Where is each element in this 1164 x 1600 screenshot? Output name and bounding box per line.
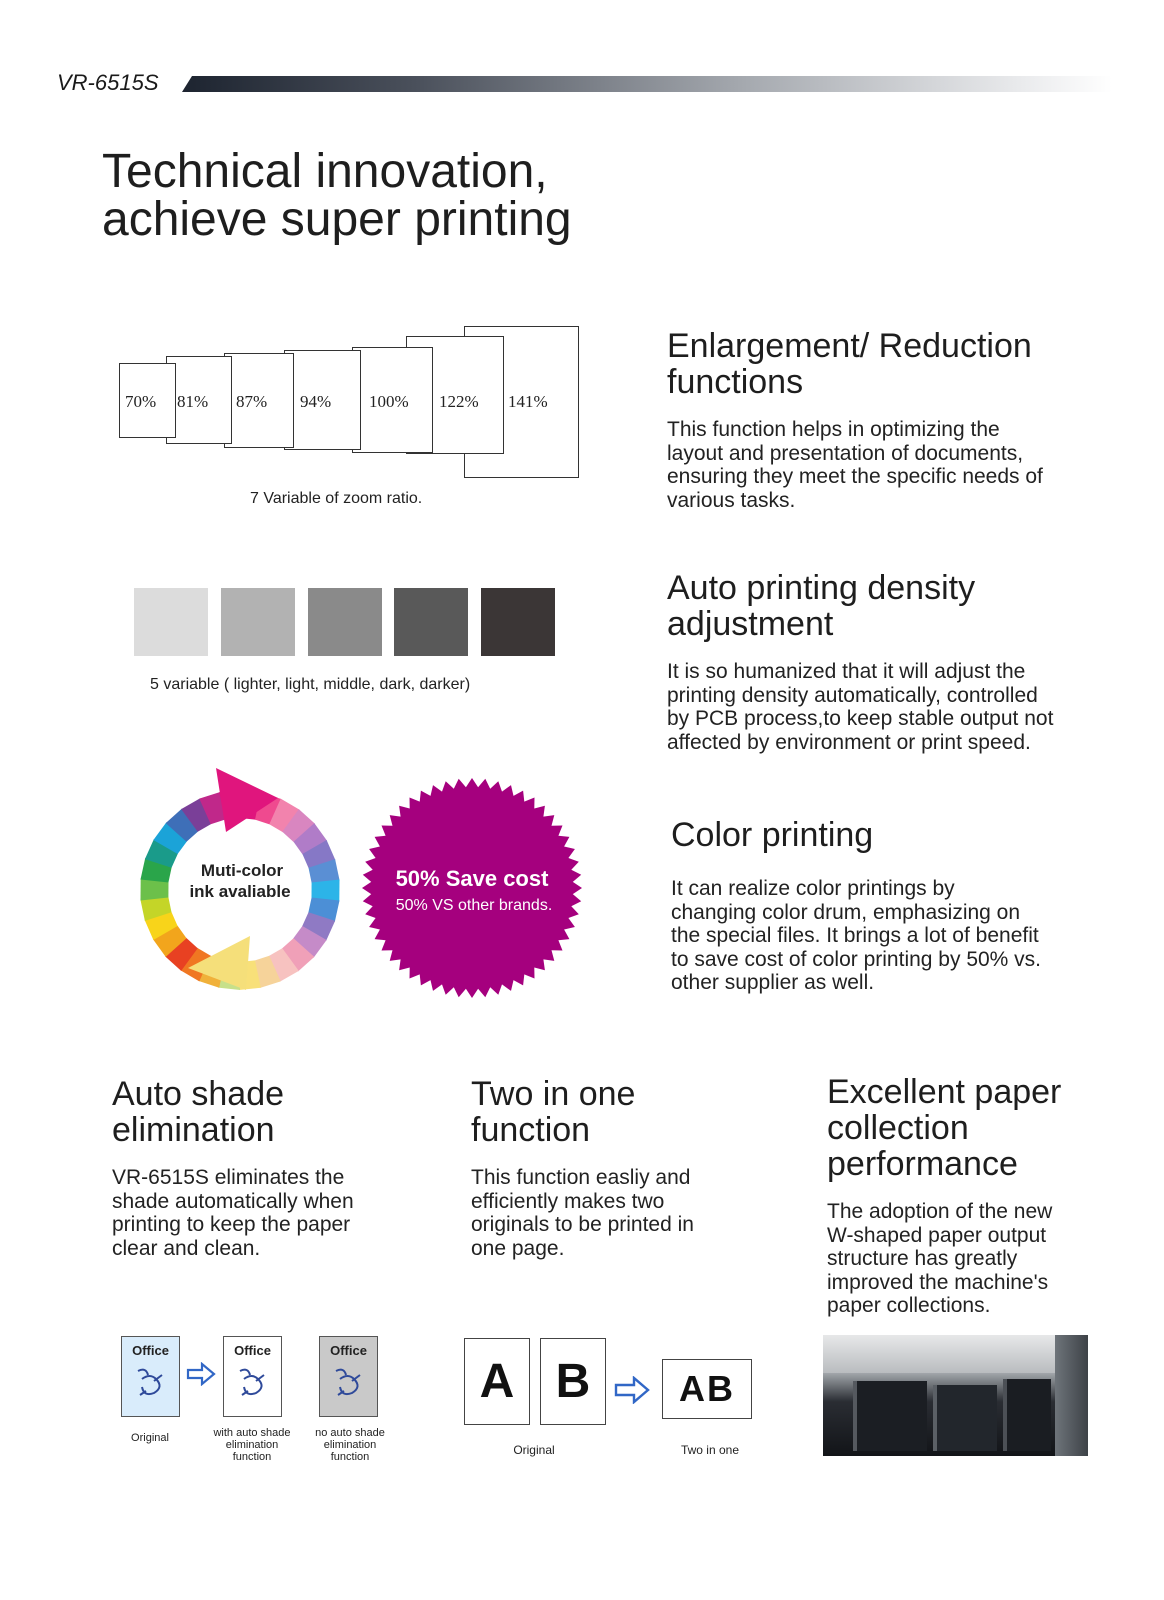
twoinone-body-line: efficiently makes two <box>471 1189 665 1213</box>
color-body-line: to save cost of color printing by 50% vs. <box>671 947 1042 971</box>
office-label: Office <box>330 1343 367 1358</box>
enlargement-title-line-1: Enlargement/ Reduction <box>667 327 1032 365</box>
office-label: Office <box>132 1343 169 1358</box>
shade-title-line-1: Auto shade <box>112 1075 285 1113</box>
enlargement-body-line: layout and presentation of documents, <box>667 441 1024 465</box>
shade-body-line: printing to keep the paper <box>112 1213 351 1236</box>
paper-title <box>827 1074 1061 1182</box>
color-title-line-1: Color printing <box>671 816 874 854</box>
color-body-line: It can realize color printings by <box>671 877 955 900</box>
paper-body-line: structure has greatly <box>827 1247 1018 1270</box>
color-body-line: changing color drum, emphasizing on <box>671 900 1021 924</box>
density-title-line-1: Auto printing density <box>667 569 976 607</box>
shade-no-caption <box>298 1427 402 1463</box>
enlargement-body-line: various tasks. <box>667 488 796 512</box>
twoinone-result-page: AB <box>662 1359 752 1419</box>
color-body-line: other supplier as well. <box>671 971 875 994</box>
density-swatch-lighter <box>134 588 208 656</box>
model-label: VR-6515S <box>57 70 159 95</box>
paper-title-line-2: collection <box>827 1109 969 1147</box>
zoom-label-100: 100% <box>369 392 409 411</box>
twoinone-body-line: This function easliy and <box>471 1166 691 1189</box>
page-title-line-2: achieve super printing <box>102 193 572 246</box>
shade-original-caption: Original <box>131 1432 169 1444</box>
caption-line: elimination <box>323 1439 377 1451</box>
shade-title-line-2: elimination <box>112 1111 275 1149</box>
density-caption: 5 variable ( lighter, light, middle, dark, darker) <box>150 676 471 693</box>
caption-line: function <box>232 1451 272 1463</box>
twoinone-body <box>471 1166 694 1260</box>
enlargement-title-line-2: functions <box>667 363 804 401</box>
shade-with-caption <box>200 1427 304 1463</box>
shade-no-thumb <box>319 1336 378 1417</box>
enlargement-body <box>667 418 1043 512</box>
color-title <box>671 817 873 853</box>
color-wheel-line-2: ink avaliable <box>189 882 291 901</box>
paper-body-line: paper collections. <box>827 1294 991 1317</box>
twoinone-original-caption: Original <box>513 1443 555 1457</box>
density-body-line: It is so humanized that it will adjust the <box>667 660 1026 683</box>
shade-original-thumb <box>121 1336 180 1417</box>
density-title <box>667 570 975 642</box>
color-wheel-line-1: Muti-color <box>200 861 284 880</box>
shade-body-line: shade automatically when <box>112 1189 354 1213</box>
shade-body-line: clear and clean. <box>112 1236 261 1260</box>
paper-title-line-1: Excellent paper <box>827 1073 1062 1111</box>
scribble-figure-icon <box>236 1365 270 1399</box>
zoom-label-122: 122% <box>439 392 479 411</box>
shade-title <box>112 1076 284 1148</box>
shade-body <box>112 1166 354 1260</box>
enlargement-body-line: ensuring they meet the specific needs of <box>667 465 1043 488</box>
density-swatch-light <box>221 588 295 656</box>
shade-arrow-icon <box>186 1362 216 1391</box>
enlargement-title <box>667 328 1032 400</box>
office-label: Office <box>234 1343 271 1358</box>
caption-line: with auto shade <box>213 1427 291 1439</box>
twoinone-arrow-icon <box>614 1376 650 1409</box>
zoom-label-81: 81% <box>177 392 209 411</box>
save-cost-badge <box>357 773 587 1003</box>
twoinone-result-caption: Two in one <box>680 1443 740 1457</box>
density-swatch-darker <box>481 588 555 656</box>
original-a-page: A <box>464 1338 530 1425</box>
density-body-line: affected by environment or print speed. <box>667 730 1031 754</box>
caption-line: elimination <box>225 1439 279 1451</box>
badge-subtitle: 50% VS other brands. <box>395 897 553 914</box>
color-body-line: the special files. It brings a lot of benefit <box>671 924 1039 947</box>
density-body-line: by PCB process,to keep stable output not <box>667 707 1054 730</box>
paper-output-photo <box>823 1335 1088 1456</box>
shade-with-thumb <box>223 1336 282 1417</box>
color-cycle-graphic <box>128 760 353 1018</box>
twoinone-title <box>471 1076 635 1148</box>
original-b-page: B <box>540 1338 606 1425</box>
twoinone-title-line-1: Two in one <box>471 1075 636 1113</box>
badge-title: 50% Save cost <box>395 866 549 891</box>
color-body <box>671 877 1041 995</box>
density-body <box>667 660 1053 754</box>
shade-body-line: VR-6515S eliminates the <box>112 1166 345 1189</box>
paper-body-line: W-shaped paper output <box>827 1223 1047 1247</box>
density-swatch-middle <box>308 588 382 656</box>
twoinone-body-line: one page. <box>471 1236 565 1260</box>
density-swatch-dark <box>394 588 468 656</box>
zoom-label-87: 87% <box>236 392 268 411</box>
density-body-line: printing density automatically, controlled <box>667 683 1038 707</box>
zoom-label-141: 141% <box>508 392 548 411</box>
zoom-label-94: 94% <box>300 392 332 411</box>
page-title <box>102 145 572 246</box>
density-title-line-2: adjustment <box>667 605 834 643</box>
caption-line: no auto shade <box>315 1427 385 1439</box>
paper-body <box>827 1200 1052 1318</box>
paper-body-line: The adoption of the new <box>827 1200 1053 1223</box>
twoinone-body-line: originals to be printed in <box>471 1213 694 1236</box>
page-title-line-1: Technical innovation, <box>102 145 548 198</box>
caption-line: function <box>330 1451 370 1463</box>
zoom-caption: 7 Variable of zoom ratio. <box>250 490 423 507</box>
enlargement-body-line: This function helps in optimizing the <box>667 418 1000 441</box>
zoom-label-70: 70% <box>125 392 157 411</box>
scribble-figure-icon <box>134 1365 168 1399</box>
header-gradient-bar <box>182 76 1112 92</box>
paper-title-line-3: performance <box>827 1145 1018 1183</box>
scribble-figure-icon <box>332 1365 366 1399</box>
twoinone-title-line-2: function <box>471 1111 591 1149</box>
paper-body-line: improved the machine's <box>827 1270 1049 1294</box>
